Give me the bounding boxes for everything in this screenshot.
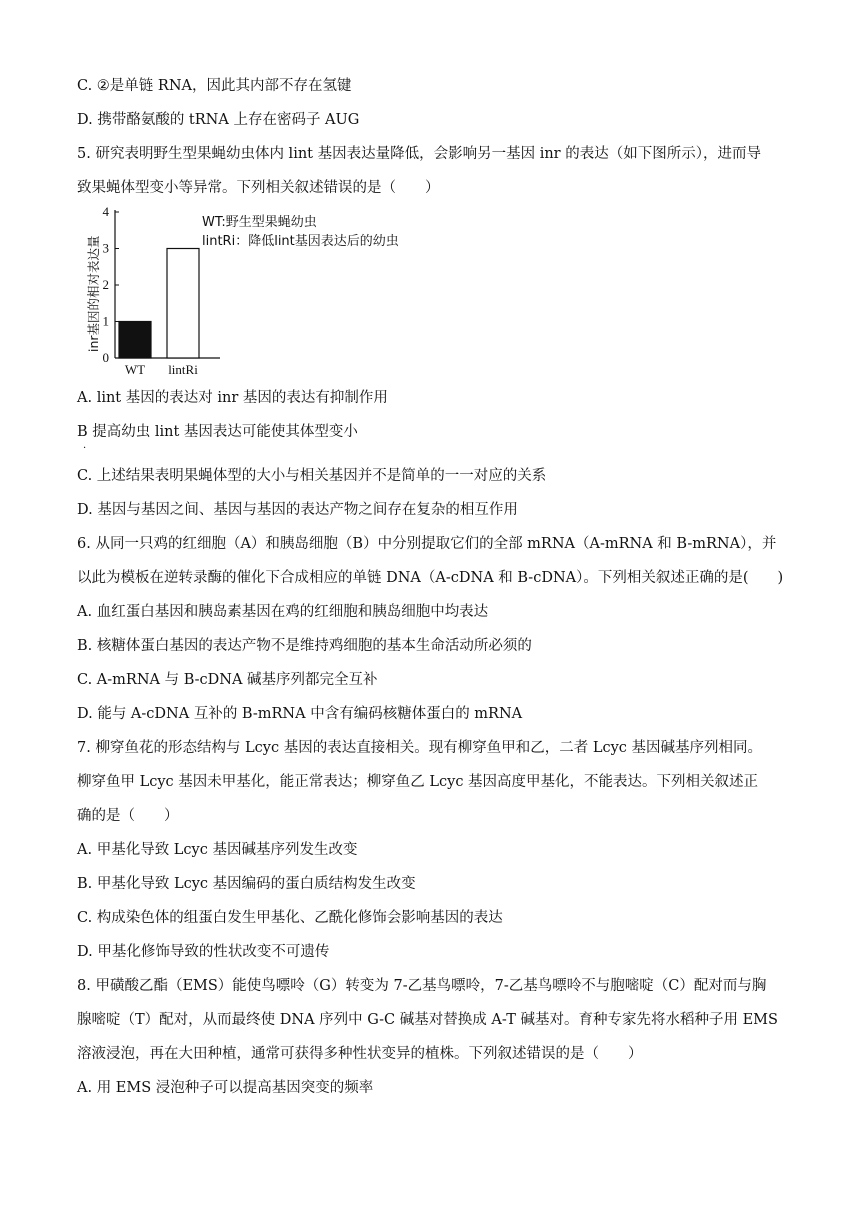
question-8-stem-line-1: 8. 甲磺酸乙酯（EMS）能使鸟嘌呤（G）转变为 7-乙基鸟嘌呤，7-乙基鸟嘌呤不与胞嘧啶（C）配对而与胸 [77, 978, 767, 994]
x-label-lintri: lintRi [168, 362, 198, 377]
question-4-option-d: D. 携带酪氨酸的 tRNA 上存在密码子 AUG [77, 112, 360, 128]
question-5-option-a: A. lint 基因的表达对 inr 基因的表达有抑制作用 [77, 390, 388, 406]
question-5-stem-line-1: 5. 研究表明野生型果蝇幼虫体内 lint 基因表达量降低，会影响另一基因 inr 的表达（如下图所示），进而导 [77, 146, 761, 162]
x-label-wt: WT [124, 362, 146, 377]
legend-lintri: lintRi：降低lint基因表达后的幼虫 [202, 234, 399, 249]
question-7-option-c: C. 构成染色体的组蛋白发生甲基化、乙酰化修饰会影响基因的表达 [77, 910, 503, 926]
question-7-stem-line-1: 7. 柳穿鱼花的形态结构与 Lcyc 基因的表达直接相关。现有柳穿鱼甲和乙，二者 Lcyc 基因碱基序列相同。 [77, 740, 763, 756]
question-8-stem-line-2: 腺嘧啶（T）配对，从而最终使 DNA 序列中 G-C 碱基对替换成 A-T 碱基对。育种专家先将水稻种子用 EMS [77, 1012, 778, 1028]
question-8-stem-line-3: 溶液浸泡，再在大田种植，通常可获得多种性状变异的植株。下列叙述错误的是（ ） [77, 1046, 643, 1062]
y-tick-label: 2 [102, 277, 109, 292]
question-5-option-d: D. 基因与基因之间、基因与基因的表达产物之间存在复杂的相互作用 [77, 502, 518, 518]
stray-dot: · [83, 443, 87, 454]
bar-lintri [167, 249, 199, 359]
question-5-stem-line-2: 致果蝇体型变小等异常。下列相关叙述错误的是（ ） [77, 180, 440, 196]
question-6-stem-line-2: 以此为模板在逆转录酶的催化下合成相应的单链 DNA（A-cDNA 和 B-cDNA）。下列相关叙述正确的是( ) [77, 570, 784, 586]
question-7-option-b: B. 甲基化导致 Lcyc 基因编码的蛋白质结构发生改变 [77, 876, 416, 892]
y-tick-label: 3 [102, 240, 109, 256]
question-6-option-d: D. 能与 A-cDNA 互补的 B-mRNA 中含有编码核糖体蛋白的 mRNA [77, 706, 523, 722]
question-6-option-c: C. A-mRNA 与 B-cDNA 碱基序列都完全互补 [77, 672, 378, 688]
bar-wt [119, 322, 151, 359]
question-7-option-a: A. 甲基化导致 Lcyc 基因碱基序列发生改变 [77, 842, 358, 858]
question-6-option-a: A. 血红蛋白基因和胰岛素基因在鸡的红细胞和胰岛细胞中均表达 [77, 604, 489, 620]
question-4-option-c: C. ②是单链 RNA，因此其内部不存在氢键 [77, 78, 352, 94]
y-tick-label: 0 [102, 350, 109, 365]
question-7-option-d: D. 甲基化修饰导致的性状改变不可遗传 [77, 944, 330, 960]
legend-wt: WT:野生型果蝇幼虫 [202, 215, 317, 230]
y-tick-label: 4 [102, 204, 109, 219]
question-6-option-b: B. 核糖体蛋白基因的表达产物不是维持鸡细胞的基本生命活动所必须的 [77, 638, 532, 654]
question-5-option-c: C. 上述结果表明果蝇体型的大小与相关基因并不是简单的一一对应的关系 [77, 468, 547, 484]
y-axis-label: inr基因的相对表达量 [86, 235, 101, 352]
question-6-stem-line-1: 6. 从同一只鸡的红细胞（A）和胰岛细胞（B）中分别提取它们的全部 mRNA（A-mRNA 和 B-mRNA），并 [77, 536, 777, 552]
question-7-stem-line-2: 柳穿鱼甲 Lcyc 基因未甲基化，能正常表达；柳穿鱼乙 Lcyc 基因高度甲基化，不能表达。下列相关叙述正 [77, 774, 759, 790]
question-8-option-a: A. 用 EMS 浸泡种子可以提高基因突变的频率 [77, 1080, 374, 1096]
inr-expression-chart [84, 200, 444, 382]
question-5-option-b: B 提高幼虫 lint 基因表达可能使其体型变小 [77, 424, 358, 440]
question-7-stem-line-3: 确的是（ ） [77, 808, 179, 824]
y-tick-label: 1 [102, 313, 109, 329]
